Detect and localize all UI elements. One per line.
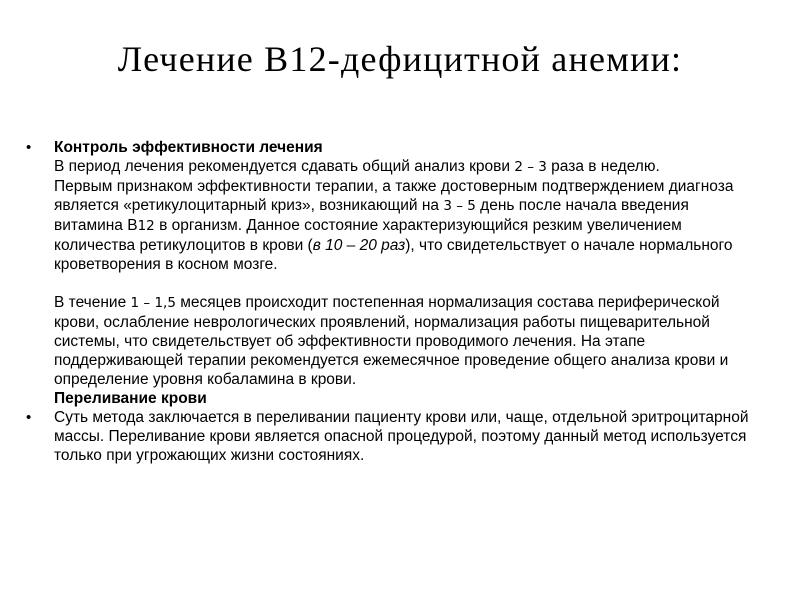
paragraph-analysis-frequency — [54, 157, 762, 177]
text-run: Первым признаком эффективности терапии, а также достоверным подтверждением диагноза является «ретикулоцитарный криз», возникающий на — [54, 178, 734, 214]
text-run: В течение — [54, 294, 131, 311]
paragraph-gap — [54, 274, 762, 293]
section-heading-treatment-control: Контроль эффективности лечения — [54, 139, 323, 156]
text-run: месяцев происходит постепенная нормализация состава периферической крови, ослабление неврологических проявлений, нормализация работы пищеварительной системы, что свидетельствует об эффективности проводимого лечения. На этапе поддерживающей терапии рекомендуется ежемесячное проведение общего анализа крови и определение уровня кобаламина в крови. — [54, 294, 729, 388]
number-run: 1 – 1,5 — [130, 295, 176, 311]
number-run: 2 – 3 — [514, 159, 547, 175]
number-run: 12 — [137, 218, 155, 234]
bullet-item-treatment-control — [22, 138, 762, 389]
section-heading-blood-transfusion: Переливание крови — [54, 390, 207, 407]
number-run: 3 – 5 — [443, 198, 476, 214]
italic-run: в 10 – 20 раз — [312, 237, 406, 254]
bullet-icon: • — [26, 139, 32, 156]
text-run: раза в неделю. — [546, 158, 660, 175]
slide-title: Лечение В12-дефицитной анемии: — [117, 39, 683, 79]
bullet-icon: • — [26, 409, 32, 426]
paragraph-transfusion-description: Суть метода заключается в переливании пациенту крови или, чаще, отдельной эритроцитарной массы. Переливание крови является опасной процедурой, поэтому данный метод используется только при угрожающих жизни состояниях. — [54, 409, 749, 464]
bullet-item-blood-transfusion — [22, 408, 762, 465]
slide-content — [22, 138, 762, 465]
paragraph-reticulocyte-crisis — [54, 177, 762, 274]
text-run: в организм. Данное состояние характеризующийся резким увеличением количества ретикулоцитов в крови ( — [54, 217, 682, 254]
text-run: ), что свидетельствует о начале нормального кроветворения в косном мозге. — [54, 237, 733, 273]
text-run: день после начала введения витамина В — [54, 197, 689, 234]
text-run: В период лечения рекомендуется сдавать общий анализ крови — [54, 158, 515, 175]
paragraph-normalization — [54, 293, 762, 389]
